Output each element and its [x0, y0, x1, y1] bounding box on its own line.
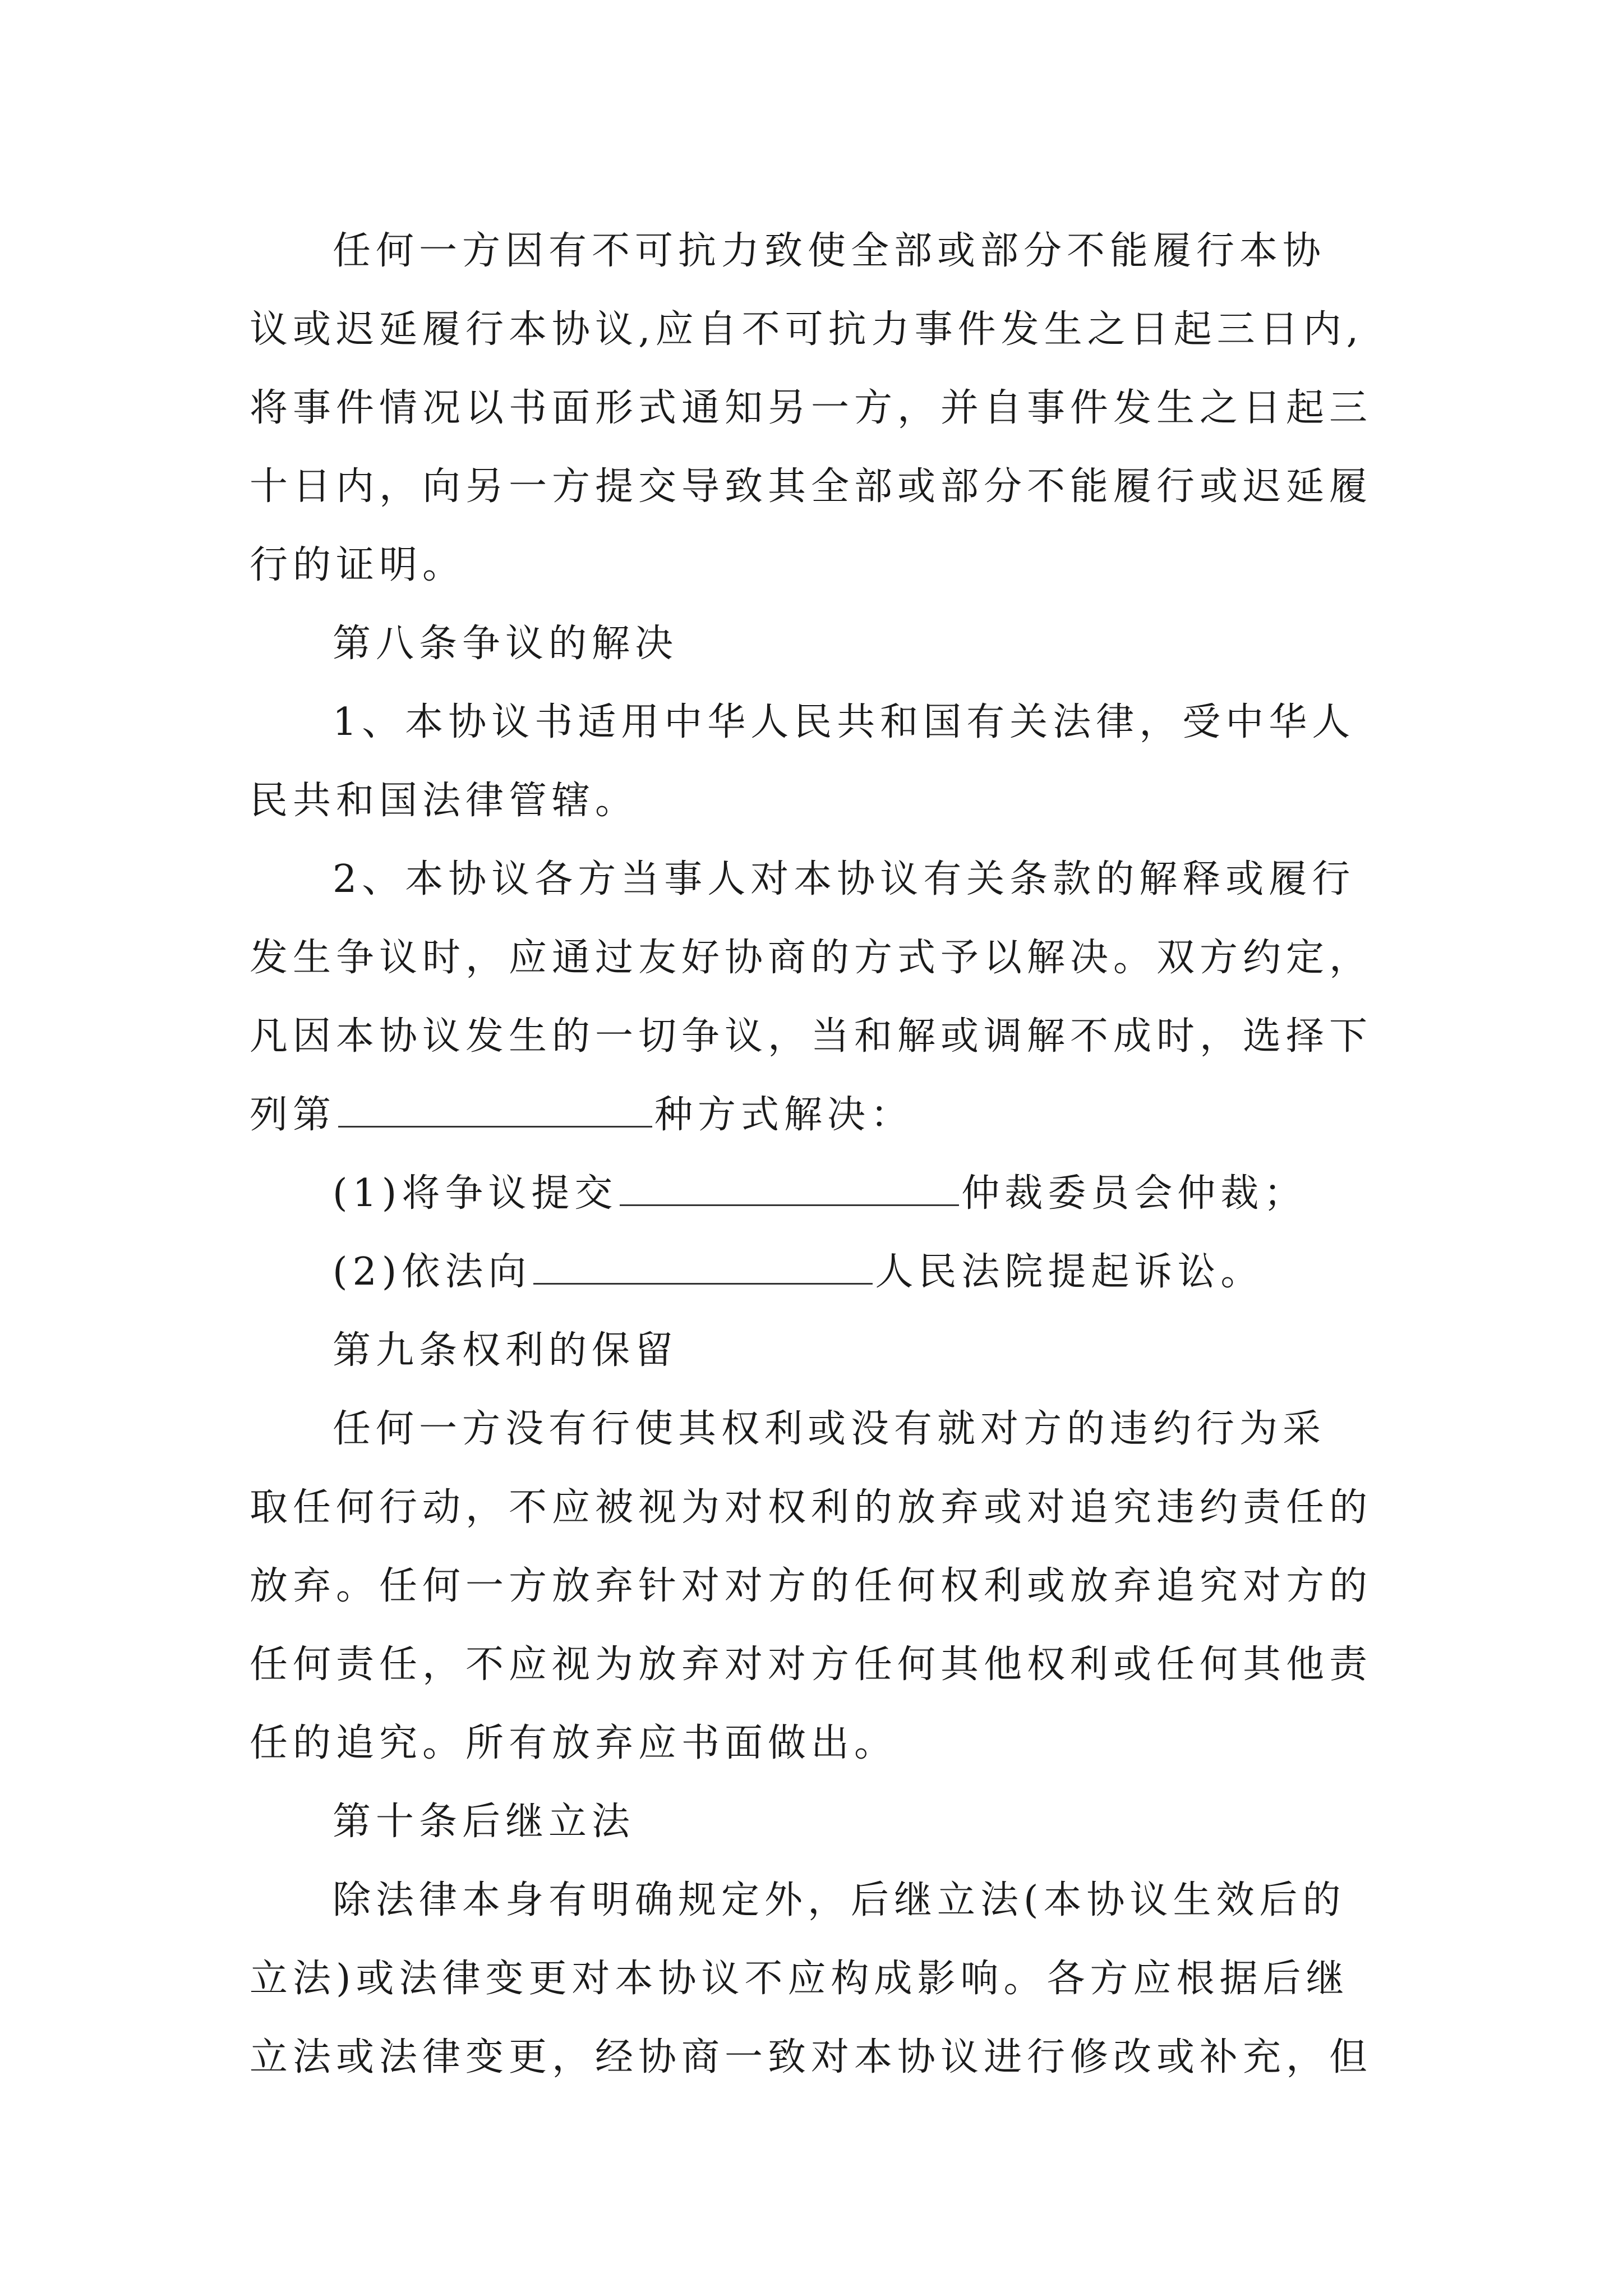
paragraph-force-majeure-line: 将事件情况以书面形式通知另一方，并自事件发生之日起三 [250, 386, 1373, 430]
paragraph-rights-reservation-line: 任的追究。所有放弃应书面做出。 [250, 1721, 898, 1765]
clause-8-1-line: 民共和国法律管辖。 [250, 779, 639, 823]
section-heading-article-8: 第八条争议的解决 [333, 622, 679, 666]
court-name-blank [533, 1250, 873, 1285]
section-heading-article-9: 第九条权利的保留 [333, 1328, 679, 1373]
section-heading-article-10: 第十条后继立法 [333, 1800, 635, 1844]
document-body [250, 212, 1427, 2097]
litigation-suffix: 人民法院提起诉讼。 [875, 1250, 1264, 1294]
method-suffix: 种方式解决： [654, 1093, 914, 1137]
clause-8-2-method-line [250, 1076, 1427, 1154]
option-arbitration-line [250, 1154, 1427, 1233]
paragraph-force-majeure-line: 十日内，向另一方提交导致其全部或部分不能履行或迟延履 [250, 464, 1373, 509]
method-number-blank [338, 1093, 652, 1128]
paragraph-rights-reservation-line: 任何一方没有行使其权利或没有就对方的违约行为采 [333, 1407, 1326, 1451]
arbitration-commission-blank [620, 1172, 959, 1206]
clause-8-2-line: 发生争议时，应通过友好协商的方式予以解决。双方约定， [250, 936, 1373, 980]
clause-8-2-line: 2、本协议各方当事人对本协议有关条款的解释或履行 [333, 857, 1355, 901]
clause-8-2-line: 凡因本协议发生的一切争议，当和解或调解不成时，选择下 [250, 1014, 1373, 1059]
paragraph-rights-reservation-line: 取任何行动，不应被视为对权利的放弃或对追究违约责任的 [250, 1485, 1373, 1530]
arbitration-suffix: 仲裁委员会仲裁； [961, 1171, 1307, 1216]
arbitration-prefix: (1)将争议提交 [333, 1171, 618, 1216]
paragraph-force-majeure-line: 行的证明。 [250, 543, 466, 587]
paragraph-subsequent-legislation-line: 立法或法律变更，经协商一致对本协议进行修改或补充，但 [250, 2035, 1373, 2079]
option-litigation-line [250, 1233, 1427, 1312]
paragraph-rights-reservation-line: 放弃。任何一方放弃针对对方的任何权利或放弃追究对方的 [250, 1564, 1373, 1608]
paragraph-rights-reservation-line: 任何责任，不应视为放弃对对方任何其他权利或任何其他责 [250, 1642, 1373, 1687]
paragraph-force-majeure-line: 任何一方因有不可抗力致使全部或部分不能履行本协 [333, 229, 1326, 273]
method-prefix: 列第 [250, 1093, 336, 1137]
clause-8-1-line: 1、本协议书适用中华人民共和国有关法律，受中华人 [333, 700, 1355, 744]
paragraph-subsequent-legislation-line: 立法)或法律变更对本协议不应构成影响。各方应根据后继 [250, 1957, 1349, 2001]
litigation-prefix: (2)依法向 [333, 1250, 532, 1294]
paragraph-force-majeure-line: 议或迟延履行本协议,应自不可抗力事件发生之日起三日内, [250, 307, 1364, 352]
paragraph-subsequent-legislation-line: 除法律本身有明确规定外，后继立法(本协议生效后的 [333, 1878, 1346, 1922]
